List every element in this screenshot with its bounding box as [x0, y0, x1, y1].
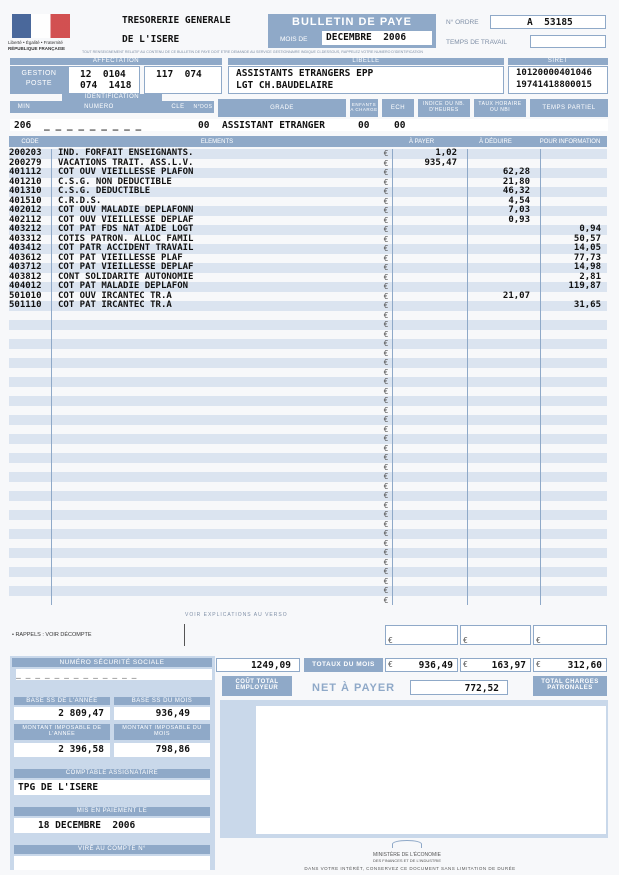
line-code: 501110 [9, 300, 42, 310]
ech-label: ECH [382, 99, 414, 117]
empty-row [9, 539, 607, 549]
euro-sign: € [383, 225, 389, 234]
line-label: COT OUV VIEILLESSE DEPLAF [58, 214, 194, 225]
euro-sign: € [383, 282, 389, 291]
euro-sign: € [383, 462, 389, 472]
line-label: VACATIONS TRAIT. ASS.L.V. [58, 157, 194, 168]
rappel-euro-3: € [536, 636, 541, 645]
code-value: 117 074 [156, 69, 202, 80]
euro-sign: € [383, 424, 389, 434]
euro-sign: € [383, 339, 389, 348]
temps-travail-label: TEMPS DE TRAVAIL [446, 39, 508, 46]
line-label: COT PAT FDS NAT AIDE LOGT [58, 224, 194, 234]
euro-sign: € [383, 548, 389, 557]
euro-sign: € [383, 595, 389, 605]
euro-sign: € [383, 415, 389, 424]
total-deduire-value: 163,97 [460, 658, 531, 672]
line-a-deduire: 0,93 [508, 214, 530, 225]
header-code: CODE [21, 139, 39, 145]
rappels-bracket [184, 624, 190, 646]
line-info: 31,65 [573, 300, 601, 310]
line-code: 403212 [9, 224, 42, 234]
ndos-label: N°DOS [193, 104, 213, 110]
doc-title: BULLETIN DE PAYE [292, 16, 412, 28]
conserver-text: DANS VOTRE INTÉRÊT, CONSERVEZ CE DOCUMENT SANS LIMITATION DE DURÉE [304, 866, 516, 871]
header-info: POUR INFORMATION [539, 139, 601, 145]
euro-sign: € [383, 453, 389, 462]
rappel-box-deduire [460, 625, 531, 645]
euro-sign: € [383, 168, 389, 177]
comptable-value: TPG DE L'ISERE [14, 780, 210, 795]
euro-sign: € [383, 405, 389, 415]
empty-row [9, 548, 607, 558]
grade-label: GRADE [218, 99, 346, 117]
total-payer-value: 936,49 [385, 658, 458, 672]
line-code: 403812 [9, 271, 42, 282]
euro-sign: € [383, 329, 389, 339]
euro-sign: € [383, 215, 389, 225]
imposable-mois-label: MONTANT IMPOSABLE DU MOIS [114, 724, 210, 740]
line-code: 404012 [9, 281, 42, 291]
charges-patronales-label: TOTAL CHARGES PATRONALES [533, 676, 607, 696]
euro-sign: € [383, 434, 389, 443]
gestion-value: 12 0104 [80, 69, 126, 80]
empty-row [9, 396, 607, 406]
line-a-deduire: 21,80 [502, 176, 530, 187]
empty-row [9, 444, 607, 454]
line-info: 14,98 [573, 262, 601, 272]
empty-row [9, 387, 607, 397]
line-code: 401210 [9, 176, 42, 187]
line-label: COT PAT VIEILLESSE PLAF [58, 252, 183, 263]
numero-value: _ _ _ _ _ _ _ _ _ [44, 120, 142, 131]
line-label: C.S.G. DEDUCTIBLE [58, 186, 151, 196]
siret-line1: 10120000401046 [516, 68, 592, 78]
poste-value: 074 1418 [80, 80, 132, 91]
empty-row [9, 482, 607, 492]
enfants-label: ENFANTS A CHARGE [350, 99, 378, 117]
line-code: 401112 [9, 167, 42, 177]
line-label: COT PAT IRCANTEC TR.A [58, 300, 172, 310]
org-line2: DE L'ISERE [122, 34, 180, 45]
line-info: 77,73 [573, 252, 601, 263]
empty-row [9, 501, 607, 511]
euro-sign: € [383, 158, 389, 168]
line-label: COT PAT VIEILLESSE DEPLAF [58, 262, 194, 272]
indice-label: INDICE OU NB. D'HEURES [418, 99, 470, 117]
euro-sign: € [383, 491, 389, 500]
total-info-value: 312,60 [533, 658, 607, 672]
totaux-label: TOTAUX DU MOIS [304, 658, 383, 672]
min-value: 206 [14, 120, 32, 131]
empty-row [9, 558, 607, 568]
mois-value: DECEMBRE 2006 [322, 31, 432, 45]
euro-sign: € [383, 519, 389, 529]
empty-row [9, 425, 607, 435]
empty-row [9, 529, 607, 539]
net-a-payer-value: 772,52 [410, 680, 508, 695]
empty-row [9, 415, 607, 425]
line-a-payer: 1,02 [435, 148, 457, 158]
line-code: 200279 [9, 157, 42, 168]
empty-row [9, 586, 607, 596]
siret-line2: 19741418800015 [516, 80, 592, 90]
euro-sign: € [383, 149, 389, 158]
line-label: CONT SOLIDARITE AUTONOMIE [58, 271, 194, 282]
euro-sign: € [383, 367, 389, 377]
empty-row [9, 434, 607, 444]
total-payer-euro: € [388, 660, 393, 669]
imposable-mois-value: 798,86 [114, 743, 210, 757]
euro-sign: € [383, 196, 389, 206]
column-divider [392, 149, 393, 605]
empty-row [9, 339, 607, 349]
identification-label: IDENTIFICATION [62, 94, 162, 101]
line-label: IND. FORFAIT ENSEIGNANTS. [58, 148, 194, 158]
gestion-label: GESTION [21, 70, 57, 77]
header-a-deduire: À DÉDUIRE [479, 139, 512, 145]
line-label: COT OUV IRCANTEC TR.A [58, 290, 172, 301]
ministere-text2: DES FINANCES ET DE L'INDUSTRIE [372, 858, 442, 863]
empty-row [9, 311, 607, 321]
euro-sign: € [383, 310, 389, 320]
vire-value [14, 856, 210, 870]
empty-row [9, 463, 607, 473]
rappel-euro-1: € [388, 636, 393, 645]
line-a-deduire: 21,07 [502, 290, 530, 301]
line-a-deduire: 62,28 [502, 167, 530, 177]
temps-travail-value [530, 35, 606, 48]
line-code: 501010 [9, 290, 42, 301]
imposable-annee-value: 2 396,58 [14, 743, 110, 757]
siret-label: SIRET [508, 58, 608, 65]
min-label: MIN [17, 104, 31, 110]
column-divider [540, 149, 541, 605]
ministere-text: MINISTÈRE DE L'ÉCONOMIE [373, 852, 441, 858]
affectation-label: AFFECTATION [10, 58, 222, 65]
empty-row [9, 330, 607, 340]
euro-sign: € [383, 187, 389, 196]
rappel-box-payer [385, 625, 458, 645]
bottom-left-panel [10, 656, 215, 870]
org-line1: TRESORERIE GENERALE [122, 15, 231, 26]
poste-label: POSTE [25, 80, 53, 87]
line-label: C.S.G. NON DEDUCTIBLE [58, 176, 172, 187]
header-a-payer: À PAYER [408, 139, 435, 145]
euro-sign: € [383, 396, 389, 405]
line-label: COT OUV VIEILLESSE PLAFON [58, 167, 194, 177]
euro-sign: € [383, 529, 389, 538]
grade-value: ASSISTANT ETRANGER [222, 120, 325, 131]
euro-sign: € [383, 301, 389, 310]
line-info: 0,94 [579, 224, 601, 234]
line-code: 402012 [9, 205, 42, 215]
line-code: 401310 [9, 186, 42, 196]
euro-sign: € [383, 206, 389, 215]
line-a-payer: 935,47 [424, 157, 457, 168]
euro-sign: € [383, 576, 389, 586]
euro-sign: € [383, 348, 389, 358]
line-code: 403312 [9, 233, 42, 244]
column-divider [467, 149, 468, 605]
comptable-label: COMPTABLE ASSIGNATAIRE [14, 769, 210, 778]
line-info: 14,05 [573, 243, 601, 253]
ministere-logo [392, 840, 422, 848]
euro-sign: € [383, 500, 389, 510]
empty-row [9, 510, 607, 520]
empty-row [9, 453, 607, 463]
header-elements: ELEMENTS [200, 139, 234, 145]
republique-text: RÉPUBLIQUE FRANÇAISE [8, 46, 66, 51]
empty-row [9, 491, 607, 501]
euro-sign: € [383, 234, 389, 244]
empty-row [9, 368, 607, 378]
libelle-label: LIBELLE [228, 58, 504, 65]
line-code: 403712 [9, 262, 42, 272]
line-code: 200203 [9, 148, 42, 158]
line-code: 402112 [9, 214, 42, 225]
col-total-value: 1249,09 [216, 658, 300, 672]
column-divider [51, 149, 52, 605]
empty-row [9, 520, 607, 530]
empty-row [9, 596, 607, 606]
rappels-text: • RAPPELS : VOIR DÉCOMPTE [12, 632, 92, 638]
total-info-euro: € [536, 660, 541, 669]
empty-row [9, 358, 607, 368]
secu-value: _ _ _ _ _ _ _ _ _ _ _ _ _ [16, 669, 212, 680]
base-mois-value: 936,49 [114, 707, 210, 720]
taux-label: TAUX HORAIRE OU NBI [474, 99, 526, 117]
payslip-lines-table [0, 149, 619, 607]
empty-row [9, 320, 607, 330]
line-label: COT OUV MALADIE DEPLAFONN [58, 205, 194, 215]
info-note: TOUT RENSEIGNEMENT RELATIF AU CONTENU DE CE BULLETIN DE PAYE DOIT ETRE DEMANDE AU SERVICE GESTIONNAIRE INDIQUE CI-DESSOUS, RAPPELEZ VOTRE NUMERO D'IDENTIFICATION [82, 50, 423, 54]
euro-sign: € [383, 510, 389, 519]
imposable-annee-label: MONTANT IMPOSABLE DE L'ANNÉE [14, 724, 110, 740]
euro-sign: € [383, 586, 389, 595]
temps-partiel-label: TEMPS PARTIEL [530, 99, 608, 117]
paiement-value: 18 DECEMBRE 2006 [14, 818, 210, 833]
empty-row [9, 577, 607, 587]
base-annee-value: 2 809,47 [14, 707, 110, 720]
empty-row [9, 377, 607, 387]
table-row [9, 301, 607, 311]
euro-sign: € [383, 386, 389, 396]
line-code: 403612 [9, 252, 42, 263]
explications-text: VOIR EXPLICATIONS AU VERSO [185, 612, 288, 618]
secu-label: NUMÉRO SÉCURITÉ SOCIALE [12, 658, 212, 667]
marianne-logo [12, 14, 70, 38]
euro-sign: € [383, 377, 389, 386]
devise-text: Liberté • Égalité • Fraternité [8, 40, 63, 45]
address-window [256, 706, 606, 834]
euro-sign: € [383, 443, 389, 453]
line-info: 119,87 [568, 281, 601, 291]
n-ordre-value: A 53185 [490, 15, 606, 29]
enfants-value: 00 [358, 120, 370, 131]
line-code: 403412 [9, 243, 42, 253]
empty-row [9, 567, 607, 577]
line-a-deduire: 4,54 [508, 195, 530, 206]
line-a-deduire: 7,03 [508, 205, 530, 215]
libelle-line1: ASSISTANTS ETRANGERS EPP [236, 68, 374, 79]
line-code: 401510 [9, 195, 42, 206]
paiement-label: MIS EN PAIEMENT LE [14, 807, 210, 816]
euro-sign: € [383, 263, 389, 272]
euro-sign: € [383, 291, 389, 301]
ech-value: 00 [394, 120, 406, 131]
euro-sign: € [383, 253, 389, 263]
line-info: 2,81 [579, 271, 601, 282]
cle-label: CLE [171, 104, 185, 110]
euro-sign: € [383, 177, 389, 187]
empty-row [9, 472, 607, 482]
net-a-payer-label: NET À PAYER [312, 682, 396, 694]
euro-sign: € [383, 272, 389, 282]
empty-row [9, 349, 607, 359]
euro-sign: € [383, 567, 389, 576]
total-deduire-euro: € [463, 660, 468, 669]
n-ordre-label: N° ORDRE [446, 19, 479, 26]
cout-employeur-label: COÛT TOTAL EMPLOYEUR [222, 676, 292, 696]
line-label: COT PATR ACCIDENT TRAVAIL [58, 243, 194, 253]
euro-sign: € [383, 244, 389, 253]
line-info: 50,57 [573, 233, 601, 244]
empty-row [9, 406, 607, 416]
line-label: C.R.D.S. [58, 195, 102, 206]
rappel-euro-2: € [463, 636, 468, 645]
euro-sign: € [383, 557, 389, 567]
base-mois-label: BASE SS DU MOIS [114, 697, 210, 705]
line-a-deduire: 46,32 [502, 186, 530, 196]
mois-label: MOIS DE [280, 36, 308, 43]
euro-sign: € [383, 358, 389, 367]
euro-sign: € [383, 320, 389, 329]
libelle-line2: LGT CH.BAUDELAIRE [236, 80, 334, 91]
euro-sign: € [383, 538, 389, 548]
base-annee-label: BASE SS DE L'ANNÉE [14, 697, 110, 705]
line-label: COT PAT MALADIE DEPLAFON [58, 281, 189, 291]
euro-sign: € [383, 481, 389, 491]
ndos-value: 00 [198, 120, 210, 131]
euro-sign: € [383, 472, 389, 481]
numero-label: NUMERO [84, 104, 114, 110]
rappel-box-info [533, 625, 607, 645]
vire-label: VIRÉ AU COMPTE N° [14, 845, 210, 854]
line-label: COTIS PATRON. ALLOC FAMIL [58, 233, 194, 244]
